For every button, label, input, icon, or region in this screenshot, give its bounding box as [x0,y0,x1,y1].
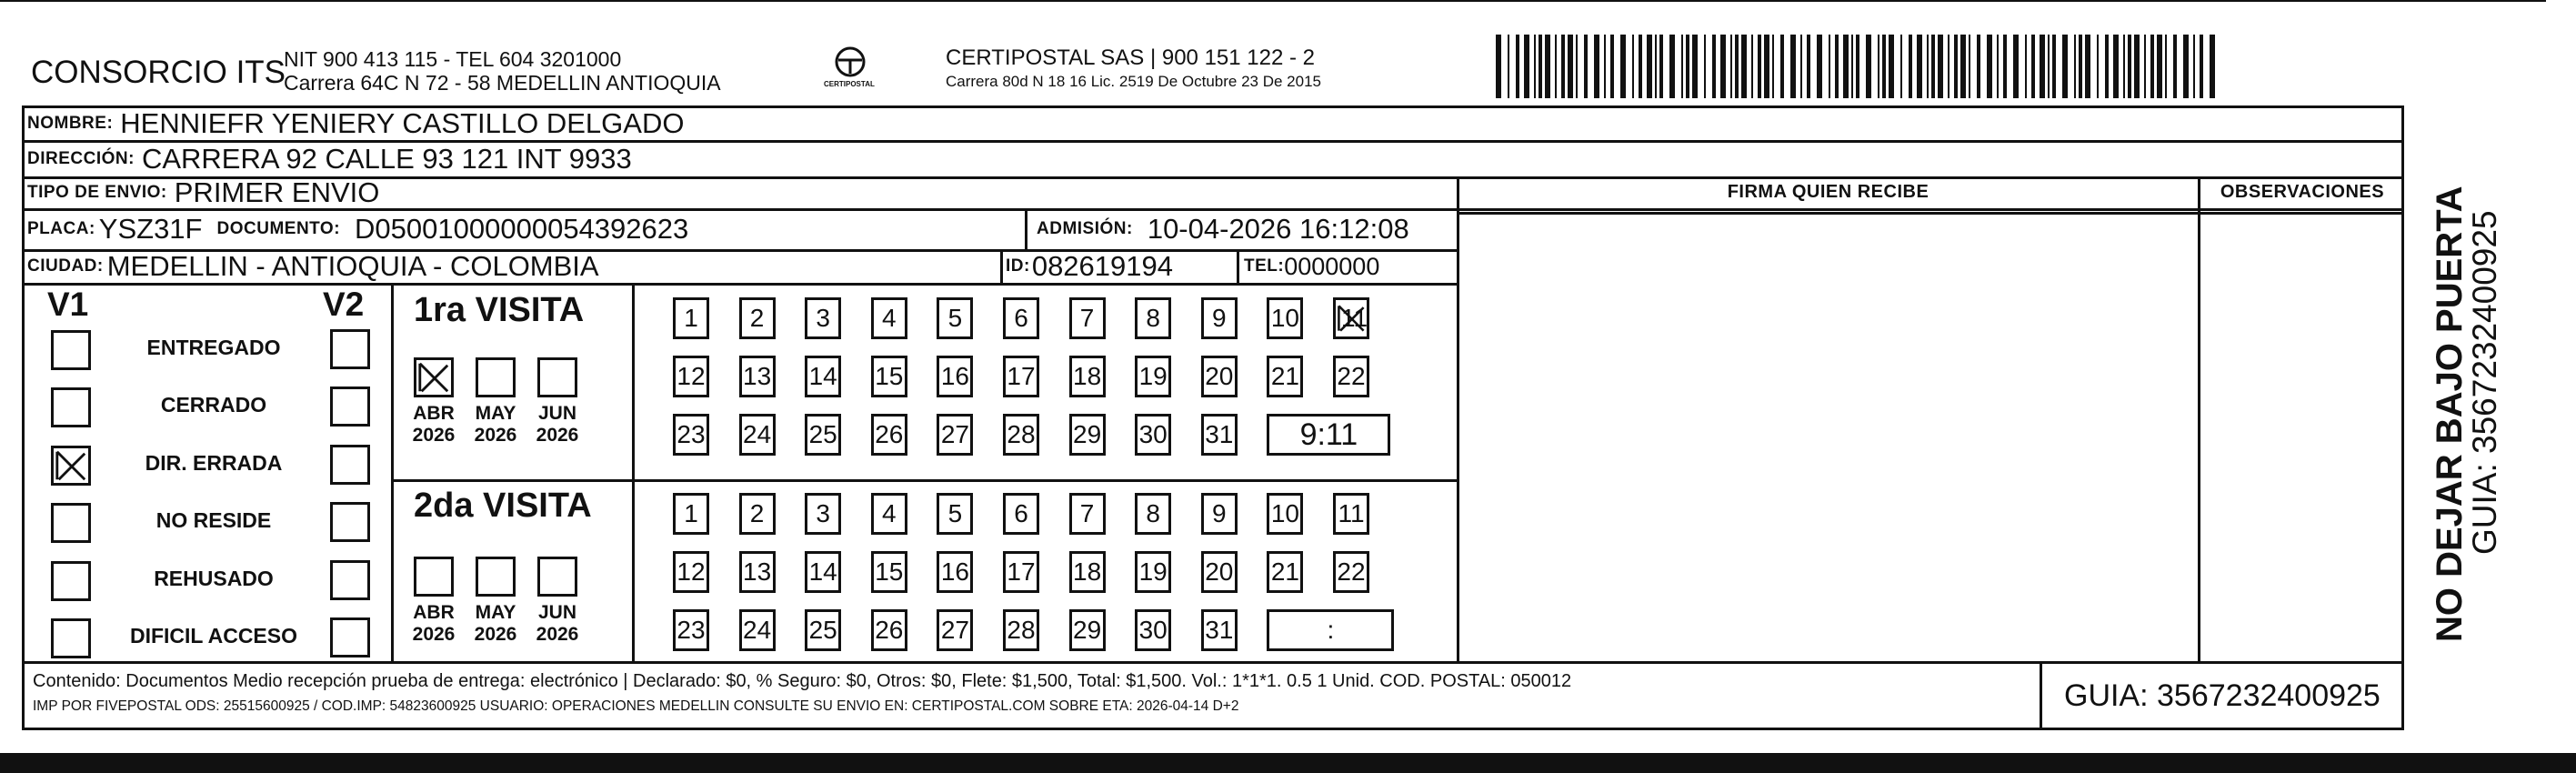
time-box[interactable]: : [1267,609,1394,651]
ciudad-value: MEDELLIN - ANTIOQUIA - COLOMBIA [106,250,599,282]
day-box[interactable]: 24 [739,414,776,456]
day-box[interactable]: 14 [805,551,841,593]
status-option-label: DIFICIL ACCESO [129,624,297,648]
documento-label: DOCUMENTO: [216,219,341,238]
month-label [408,602,459,646]
day-box[interactable]: 2 [739,493,776,535]
day-box[interactable]: 22 [1333,551,1369,593]
first-visit-title: 1ra VISITA [414,291,585,329]
month-label [532,602,583,646]
day-box[interactable]: 25 [805,414,841,456]
footer-line-2: IMP POR FIVEPOSTAL ODS: 25515600925 / COD.IMP: 54823600925 USUARIO: OPERACIONES MEDELLIN CONSULTE SU ENVIO EN: CERTIPOSTAL.COM SOBRE ETA: 2026-04-14 D+2 [33,698,1239,714]
month-label [470,602,521,646]
day-box[interactable]: 14 [805,356,841,397]
day-box[interactable]: 23 [673,414,709,456]
check-x-icon [1336,300,1367,336]
day-box[interactable]: 1 [673,297,709,339]
top-rule [0,0,2546,2]
day-box[interactable]: 26 [871,414,907,456]
certipostal-line-1: CERTIPOSTAL SAS | 900 151 122 - 2 [946,45,1315,70]
month-year: 2026 [474,624,517,645]
nombre-row [27,106,684,141]
barcode-bars [1496,35,2223,98]
col-divider [632,283,635,664]
month-year: 2026 [412,624,456,645]
day-box[interactable]: 20 [1201,356,1238,397]
tipo-row [27,176,379,209]
day-box[interactable]: 28 [1003,609,1039,651]
month-label [470,403,521,447]
status-v2-checkbox[interactable] [330,386,370,427]
day-box[interactable]: 18 [1069,551,1106,593]
month-name: JUN [537,602,576,623]
status-v1-checkbox[interactable] [51,561,91,601]
col-divider [1237,249,1239,283]
status-v1-checkbox[interactable] [51,446,91,486]
status-v2-checkbox[interactable] [330,502,370,542]
month-checkbox[interactable] [414,557,454,597]
month-checkbox[interactable] [537,357,577,397]
tipo-label: TIPO DE ENVIO: [27,183,167,202]
status-v2-checkbox[interactable] [330,617,370,658]
day-box[interactable]: 3 [805,493,841,535]
check-x-icon [416,360,451,395]
footer-guia: GUIA: 3567232400925 [2064,678,2381,713]
direccion-label: DIRECCIÓN: [27,149,135,168]
status-option-label: DIR. ERRADA [145,451,283,475]
day-box[interactable] [1333,297,1369,339]
day-box[interactable]: 6 [1003,297,1039,339]
ciudad-row [27,249,599,284]
certipostal-logo-icon [818,44,882,98]
bottom-band [0,753,2576,773]
id-row [1006,249,1173,284]
status-v1-checkbox[interactable] [51,503,91,543]
day-box[interactable]: 23 [673,609,709,651]
tel-label: TEL: [1244,256,1285,276]
documento-value: D05001000000054392623 [355,213,689,245]
day-box[interactable]: 13 [739,551,776,593]
company-name: CONSORCIO ITS [31,55,286,90]
status-option-label: CERRADO [160,393,267,417]
day-box[interactable]: 15 [871,356,907,397]
no-dejar-bajo-puerta: NO DEJAR BAJO PUERTA [2430,186,2470,642]
firma-header: FIRMA QUIEN RECIBE [1727,182,1929,202]
day-box[interactable]: 21 [1267,356,1303,397]
barcode [1496,35,2223,98]
month-checkbox[interactable] [476,357,516,397]
month-name: JUN [537,403,576,424]
tipo-value: PRIMER ENVIO [174,176,380,208]
v1-label: V1 [47,286,89,323]
certipostal-line-2: Carrera 80d N 18 16 Lic. 2519 De Octubre 23 De 2015 [946,73,1321,90]
v2-label: V2 [323,286,365,323]
tel-row [1244,249,1379,284]
month-checkbox[interactable] [414,357,454,397]
status-v2-checkbox[interactable] [330,445,370,485]
logo-text: CERTIPOSTAL [824,80,875,88]
admision-label: ADMISIÓN: [1037,219,1133,238]
tel-value: 0000000 [1284,252,1380,280]
day-box[interactable]: 18 [1069,356,1106,397]
day-box[interactable]: 26 [871,609,907,651]
check-x-icon [54,448,88,483]
day-box[interactable]: 19 [1135,356,1171,397]
day-box[interactable]: 7 [1069,493,1106,535]
day-box[interactable]: 17 [1003,356,1039,397]
month-checkbox[interactable] [476,557,516,597]
day-box[interactable]: 8 [1135,297,1171,339]
second-visit-title: 2da VISITA [414,487,592,525]
id-value: 082619194 [1031,250,1173,282]
nit-line: NIT 900 413 115 - TEL 604 3201000 [284,47,622,71]
day-box[interactable]: 12 [673,551,709,593]
day-box[interactable]: 25 [805,609,841,651]
day-box[interactable]: 28 [1003,414,1039,456]
col-divider [1457,176,1459,664]
day-box[interactable]: 5 [937,297,973,339]
day-box[interactable]: 5 [937,493,973,535]
status-option-label: REHUSADO [154,567,274,590]
day-box[interactable]: 30 [1135,609,1171,651]
month-name: ABR [413,403,455,424]
observaciones-header: OBSERVACIONES [2220,182,2385,202]
day-box[interactable]: 21 [1267,551,1303,593]
day-box[interactable]: 31 [1201,414,1238,456]
day-box[interactable]: 4 [871,297,907,339]
day-box[interactable]: 12 [673,356,709,397]
month-checkbox[interactable] [537,557,577,597]
nombre-value: HENNIEFR YENIERY CASTILLO DELGADO [120,107,685,139]
status-v1-checkbox[interactable] [51,330,91,370]
day-box[interactable]: 8 [1135,493,1171,535]
row-divider [391,479,1458,482]
month-label [532,403,583,447]
day-box[interactable]: 7 [1069,297,1106,339]
day-number: 11 [1341,304,1368,332]
day-box[interactable]: 29 [1069,609,1106,651]
side-guia: GUIA: 3567232400925 [2466,210,2503,555]
nombre-label: NOMBRE: [27,114,114,133]
address-line: Carrera 64C N 72 - 58 MEDELLIN ANTIOQUIA [284,71,721,95]
day-box[interactable]: 1 [673,493,709,535]
time-box[interactable]: 9:11 [1267,414,1390,456]
day-box[interactable]: 27 [937,414,973,456]
day-box[interactable]: 20 [1201,551,1238,593]
status-option-label: ENTREGADO [146,336,281,359]
day-box[interactable]: 4 [871,493,907,535]
day-box[interactable]: 10 [1267,297,1303,339]
day-box[interactable]: 24 [739,609,776,651]
day-box[interactable]: 11 [1333,493,1369,535]
day-box[interactable]: 15 [871,551,907,593]
col-divider [1000,249,1003,283]
day-box[interactable]: 30 [1135,414,1171,456]
day-box[interactable]: 31 [1201,609,1238,651]
day-box[interactable]: 29 [1069,414,1106,456]
day-box[interactable]: 9 [1201,297,1238,339]
direccion-value: CARRERA 92 CALLE 93 121 INT 9933 [141,143,632,175]
placa-value: YSZ31F [98,213,203,245]
day-box[interactable]: 27 [937,609,973,651]
direccion-row [27,142,632,176]
day-box[interactable]: 19 [1135,551,1171,593]
day-box[interactable]: 6 [1003,493,1039,535]
admision-row [1037,212,1409,246]
day-box[interactable]: 16 [937,356,973,397]
month-year: 2026 [474,425,517,446]
day-box[interactable]: 13 [739,356,776,397]
col-divider [2198,176,2200,664]
month-name: MAY [475,602,516,623]
month-label [408,403,459,447]
observations-area[interactable] [2201,215,2403,664]
month-year: 2026 [536,624,579,645]
placa-row [27,212,688,246]
col-divider [391,283,394,664]
day-box[interactable]: 2 [739,297,776,339]
signature-area[interactable] [1460,215,2197,664]
day-box[interactable]: 10 [1267,493,1303,535]
header [0,18,2576,105]
status-v1-checkbox[interactable] [51,618,91,658]
month-year: 2026 [412,425,456,446]
certipostal-logo [818,44,882,98]
status-v2-checkbox[interactable] [330,329,370,369]
day-box[interactable]: 16 [937,551,973,593]
ciudad-label: CIUDAD: [27,256,104,276]
id-label: ID: [1006,256,1030,276]
placa-label: PLACA: [27,219,95,238]
day-box[interactable]: 22 [1333,356,1369,397]
admision-value: 10-04-2026 16:12:08 [1147,213,1409,245]
month-name: ABR [413,602,455,623]
day-box[interactable]: 9 [1201,493,1238,535]
status-option-label: NO RESIDE [155,508,272,532]
day-box[interactable]: 3 [805,297,841,339]
month-year: 2026 [536,425,579,446]
month-name: MAY [475,403,516,424]
col-divider [2040,661,2042,730]
footer-line-1: Contenido: Documentos Medio recepción prueba de entrega: electrónico | Declarado: $0, % Seguro: $0, Otros: $0, Flete: $1,500, Total: $1,500. Vol.: 1*1*1. 0.5 1 Unid. COD. POSTAL: 050012 [33,671,1572,691]
day-box[interactable]: 17 [1003,551,1039,593]
col-divider [1025,208,1027,249]
status-v2-checkbox[interactable] [330,560,370,600]
status-v1-checkbox[interactable] [51,387,91,427]
